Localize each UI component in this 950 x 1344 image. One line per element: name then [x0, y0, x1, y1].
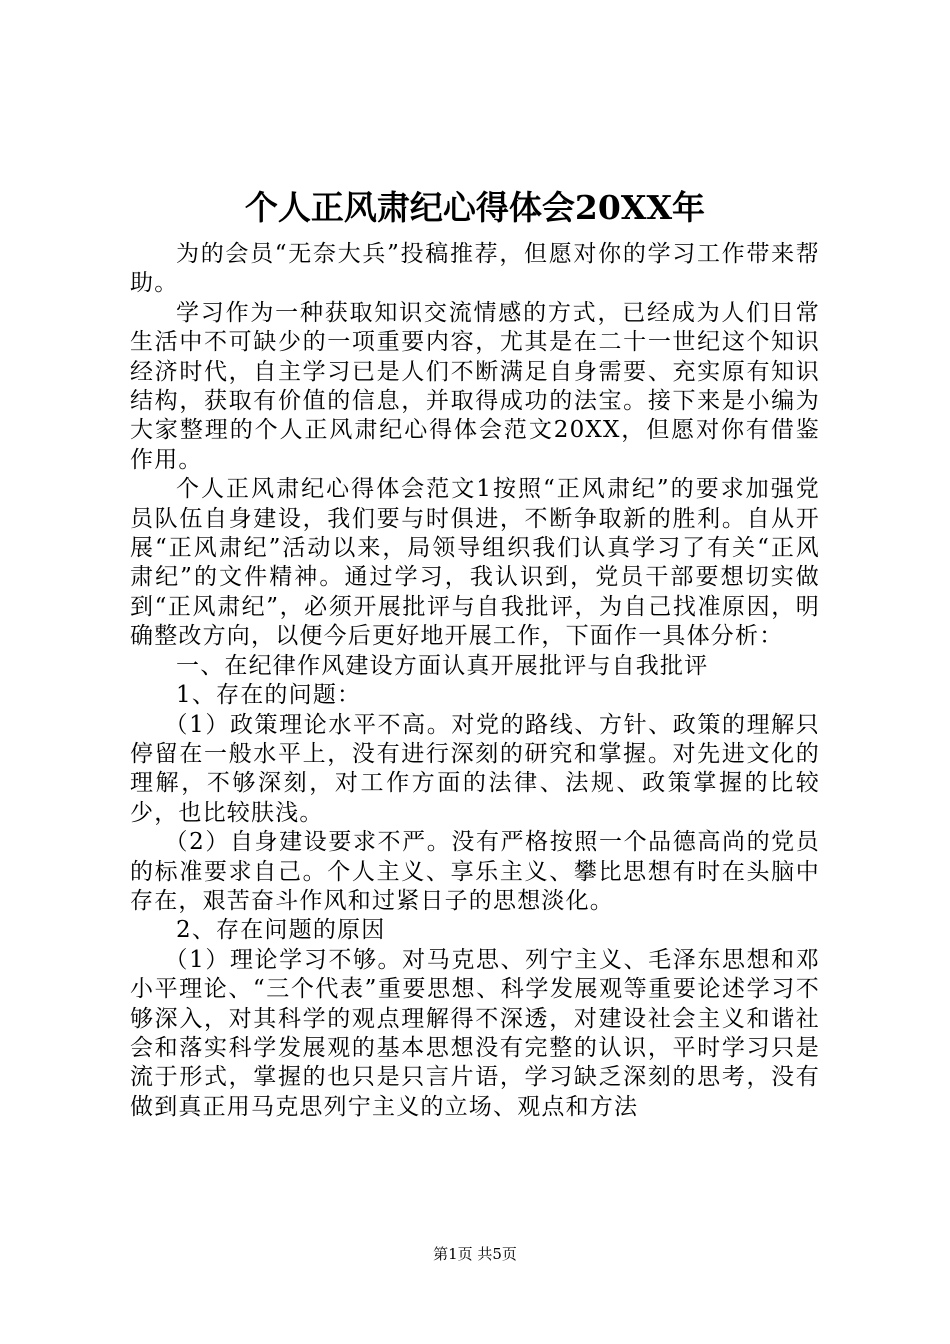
subsection-heading-problems: 1、存在的问题： — [176, 682, 362, 709]
document-body — [130, 240, 820, 1122]
paragraph-cause-1: （1）理论学习不够。对马克思、列宁主义、毛泽东思想和邓小平理论、“三个代表”重要思想、科学发展观等重要论述学习不够深入，对其科学的观点理解得不深透，对建设社会主义和谐社会和落实科学发展观的基本思想没有完整的认识，平时学习只是流于形式，掌握的也只是只言片语，学习缺乏深刻的思考，没有做到真正用马克思列宁主义的立场、观点和方法 — [130, 946, 820, 1120]
paragraph-intro: 为的会员“无奈大兵”投稿推荐，但愿对你的学习工作带来帮助。 — [130, 241, 820, 297]
paragraph-problem-1: （1）政策理论水平不高。对党的路线、方针、政策的理解只停留在一般水平上，没有进行深刻的研究和掌握。对先进文化的理解，不够深刻，对工作方面的法律、法规、政策掌握的比较少，也比较肤浅。 — [130, 711, 820, 826]
paragraph-problem-2: （2）自身建设要求不严。没有严格按照一个品德高尚的党员的标准要求自己。个人主义、享乐主义、攀比思想有时在头脑中存在，艰苦奋斗作风和过紧日子的思想淡化。 — [130, 829, 820, 914]
page-number: 第1页 共5页 — [433, 1245, 517, 1263]
paragraph-sample-1: 个人正风肃纪心得体会范文1按照“正风肃纪”的要求加强党员队伍自身建设，我们要与时俱进，不断争取新的胜利。自从开展“正风肃纪”活动以来，局领导组织我们认真学习了有关“正风肃纪”的文件精神。通过学习，我认识到，党员干部要想切实做到“正风肃纪”，必须开展批评与自我批评，为自己找准原因，明确整改方向，以便今后更好地开展工作，下面作一具体分析： — [130, 476, 820, 650]
subsection-heading-causes: 2、存在问题的原因 — [176, 917, 386, 944]
document-title: 个人正风肃纪心得体会20XX年 — [244, 188, 706, 227]
section-heading-1: 一、在纪律作风建设方面认真开展批评与自我批评 — [176, 652, 709, 679]
paragraph-learning: 学习作为一种获取知识交流情感的方式，已经成为人们日常生活中不可缺少的一项重要内容，尤其是在二十一世纪这个知识经济时代，自主学习已是人们不断满足自身需要、充实原有知识结构，获取有价值的信息，并取得成功的法宝。接下来是小编为大家整理的个人正风肃纪心得体会范文20XX，但愿对你有借鉴作用。 — [130, 299, 820, 473]
